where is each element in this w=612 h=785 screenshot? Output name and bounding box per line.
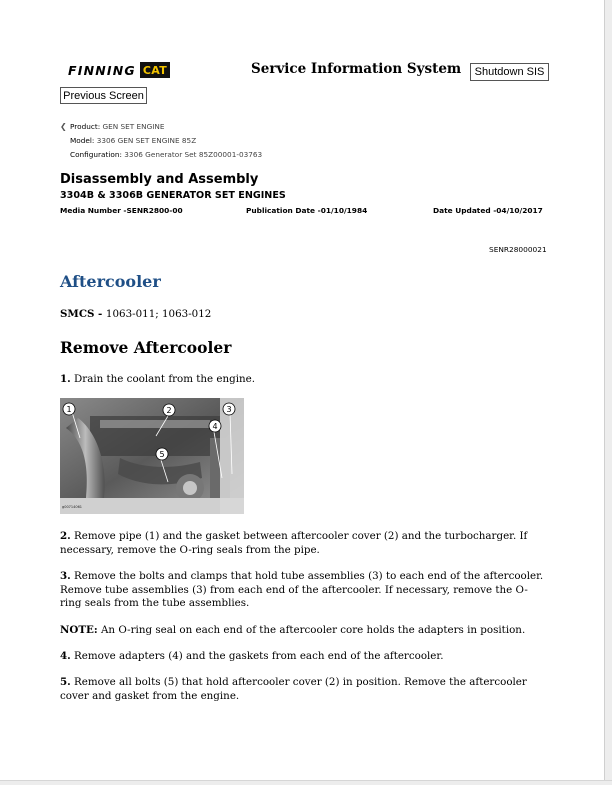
model-value: 3306 GEN SET ENGINE 85Z — [96, 136, 197, 145]
smcs-value: 1063-011; 1063-012 — [105, 308, 212, 320]
media-number: Media Number -SENR2800-00 — [60, 206, 183, 215]
shutdown-sis-button[interactable]: Shutdown SIS — [470, 63, 549, 81]
callout-3 — [223, 403, 235, 415]
svg-text:5: 5 — [159, 450, 165, 459]
brand-name: FINNING — [68, 62, 136, 78]
svg-text:2: 2 — [166, 406, 172, 415]
system-title: Service Information System — [251, 61, 462, 77]
step-1 — [60, 373, 546, 387]
product-row[interactable] — [60, 120, 262, 134]
model-key: Model: — [70, 136, 95, 145]
svg-text:1: 1 — [66, 405, 72, 414]
step-number: 2. — [60, 530, 71, 542]
step-text: Remove pipe (1) and the gasket between aftercooler cover (2) and the turbocharger. If necessary, remove the O-ring seals from the pipe. — [60, 530, 528, 556]
step-text: Drain the coolant from the engine. — [70, 373, 256, 385]
callout-1 — [63, 403, 75, 415]
step-number: 3. — [60, 570, 71, 582]
page-bottom-edge — [0, 780, 612, 785]
step-number: 5. — [60, 676, 71, 688]
previous-screen-button[interactable]: Previous Screen — [60, 87, 147, 104]
step-text: Remove the bolts and clamps that hold tube assemblies (3) to each end of the aftercooler. Remove tube assemblies (3) from each end of the aftercooler. If necessary, remove the O-ring seals from the tube assemblies. — [60, 570, 544, 609]
document-id: SENR28000021 — [489, 245, 547, 254]
step-number: 1. — [60, 373, 71, 385]
step-2 — [60, 530, 546, 557]
configuration-value: 3306 Generator Set 85Z00001-03763 — [124, 150, 263, 159]
document-subtitle: 3304B & 3306B GENERATOR SET ENGINES — [60, 190, 286, 201]
callout-4 — [209, 420, 221, 432]
cat-badge: CAT — [140, 62, 170, 78]
configuration-row — [60, 148, 262, 162]
step-text: Remove adapters (4) and the gaskets from each end of the aftercooler. — [70, 650, 444, 662]
step-number: 4. — [60, 650, 71, 662]
note-text: An O-ring seal on each end of the aftercooler core holds the adapters in position. — [97, 624, 526, 636]
product-key: Product: — [70, 122, 101, 131]
page-right-edge — [604, 0, 612, 784]
section-heading: Aftercooler — [60, 272, 161, 291]
publication-date: Publication Date -01/10/1984 — [246, 206, 368, 215]
procedure-heading: Remove Aftercooler — [60, 338, 232, 357]
note-label: NOTE: — [60, 624, 98, 636]
photo-caption: g00714061 — [62, 505, 83, 509]
aftercooler-photo — [60, 398, 244, 514]
step-3 — [60, 570, 546, 611]
svg-text:3: 3 — [226, 405, 232, 414]
product-breadcrumb — [60, 120, 262, 162]
callout-5 — [156, 448, 168, 460]
finning-cat-logo — [68, 60, 170, 80]
product-value: GEN SET ENGINE — [102, 122, 165, 131]
callout-2 — [163, 404, 175, 416]
step-5 — [60, 676, 546, 703]
model-row — [60, 134, 262, 148]
chevron-left-icon[interactable]: ❮ — [60, 122, 67, 131]
smcs-line — [60, 308, 211, 320]
smcs-label: SMCS - — [60, 308, 106, 320]
document-title: Disassembly and Assembly — [60, 172, 259, 187]
step-text: Remove all bolts (5) that hold aftercooler cover (2) in position. Remove the aftercooler cover and gasket from the engine. — [60, 676, 527, 702]
step-4 — [60, 650, 546, 664]
date-updated: Date Updated -04/10/2017 — [433, 206, 543, 215]
svg-text:4: 4 — [212, 422, 218, 431]
note — [60, 624, 546, 638]
configuration-key: Configuration: — [70, 150, 122, 159]
